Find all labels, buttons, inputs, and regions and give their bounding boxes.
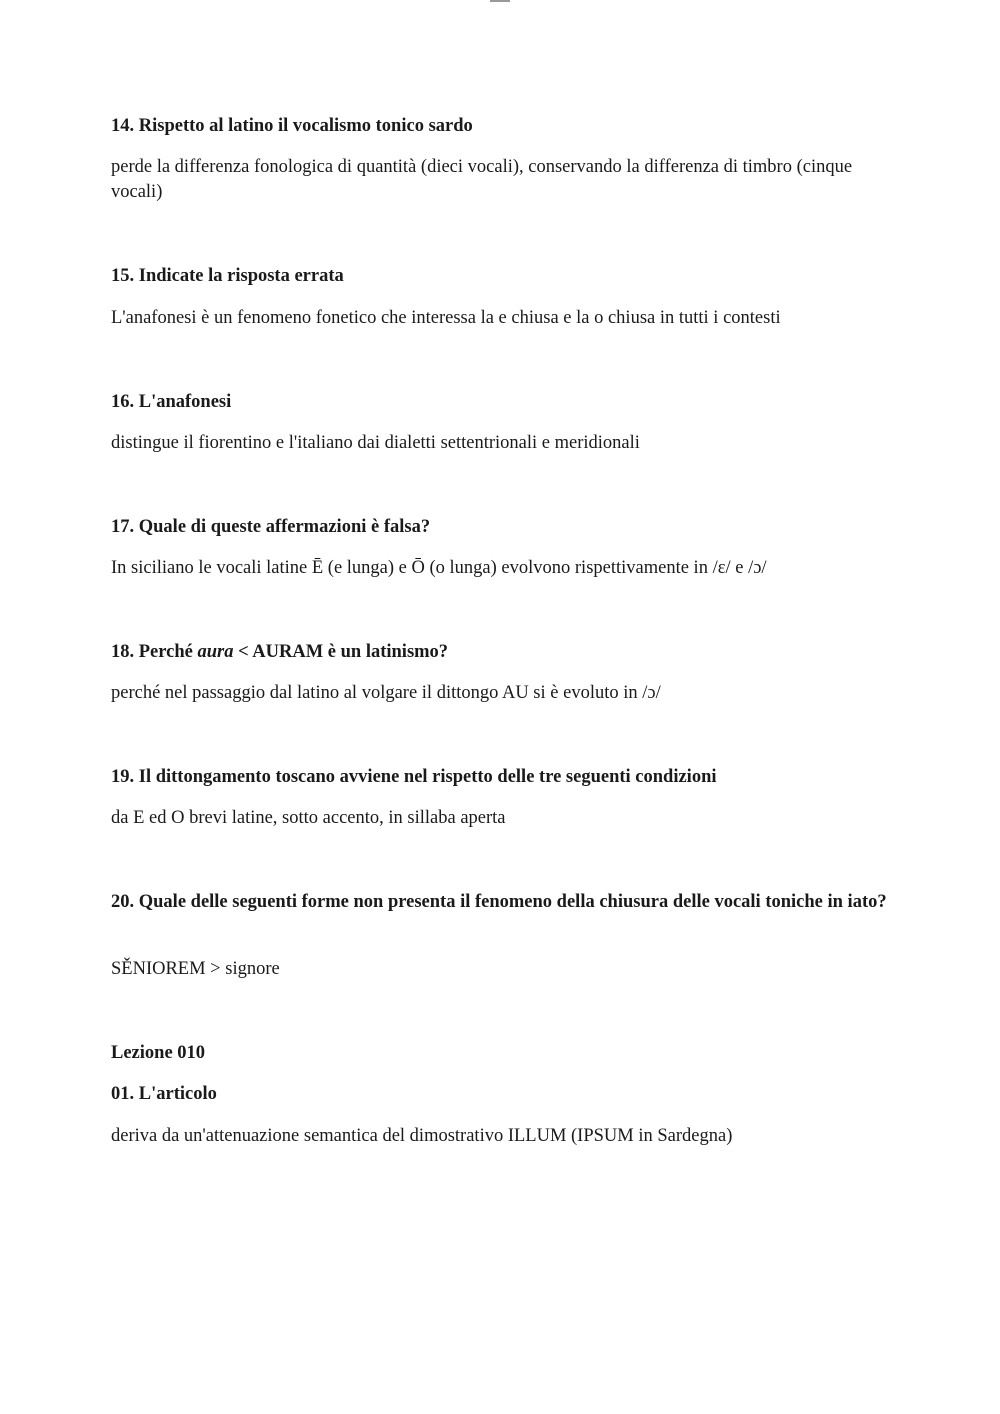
question-20-answer: SĚNIOREM > signore xyxy=(111,959,280,979)
question-18-title-start: 18. Perché xyxy=(111,642,198,662)
question-15-title: 15. Indicate la risposta errata xyxy=(111,266,344,286)
question-15-answer: L'anafonesi è un fenomeno fonetico che interessa la e chiusa e la o chiusa in tutti i contesti xyxy=(111,308,781,328)
question-19-answer: da E ed O brevi latine, sotto accento, in sillaba aperta xyxy=(111,808,506,828)
question-18-title-italic-word: aura xyxy=(197,642,234,662)
question-14-answer: perde la differenza fonologica di quantità (dieci vocali), conservando la differenza di timbro (cinque vocali) xyxy=(111,157,853,202)
lesson-question-01-answer: deriva da un'attenuazione semantica del dimostrativo ILLUM (IPSUM in Sardegna) xyxy=(111,1126,733,1146)
question-19-title: 19. Il dittongamento toscano avviene nel rispetto delle tre seguenti condizioni xyxy=(111,767,717,787)
lesson-question-01-title: 01. L'articolo xyxy=(111,1084,217,1104)
page-header-mark xyxy=(490,0,510,2)
question-18-title xyxy=(111,640,901,665)
question-18-answer: perché nel passaggio dal latino al volgare il dittongo AU si è evoluto in /ɔ/ xyxy=(111,683,661,703)
question-16-answer: distingue il fiorentino e l'italiano dai dialetti settentrionali e meridionali xyxy=(111,433,640,453)
lesson-heading: Lezione 010 xyxy=(111,1043,206,1063)
question-17-answer: In siciliano le vocali latine Ē (e lunga) e Ō (o lunga) evolvono rispettivamente in /ɛ/ e /ɔ/ xyxy=(111,558,767,578)
question-14-title: 14. Rispetto al latino il vocalismo tonico sardo xyxy=(111,116,473,136)
question-20-title: 20. Quale delle seguenti forme non presenta il fenomeno della chiusura delle vocali toniche in iato? xyxy=(111,892,887,912)
question-16-title: 16. L'anafonesi xyxy=(111,392,232,412)
question-18-title-end: < AURAM è un latinismo? xyxy=(233,642,449,662)
question-17-title: 17. Quale di queste affermazioni è falsa? xyxy=(111,517,431,537)
